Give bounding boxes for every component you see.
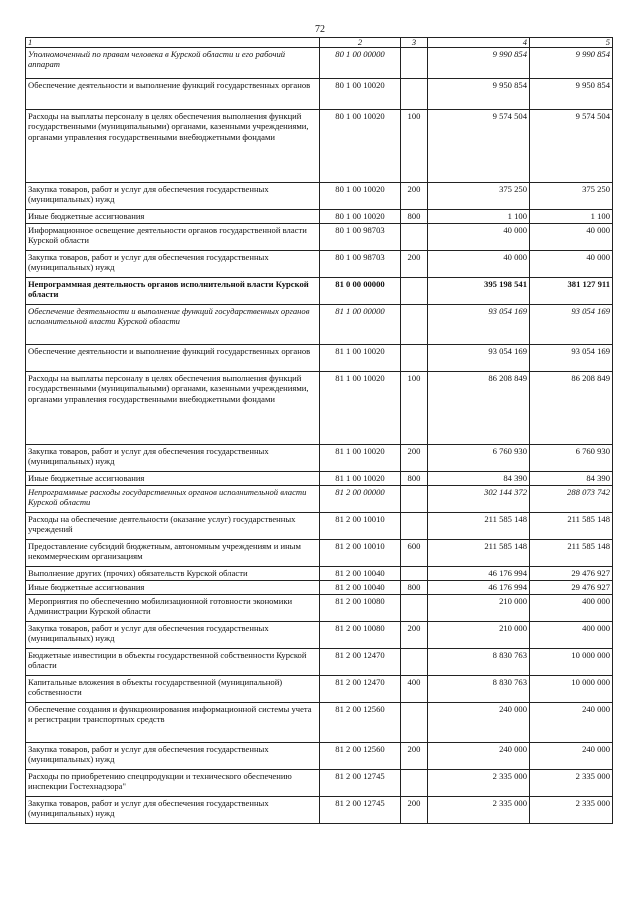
row-amount-2: 10 000 000 xyxy=(530,676,613,703)
row-code: 81 2 00 10010 xyxy=(320,513,401,540)
table-row xyxy=(26,770,613,797)
table-row xyxy=(26,210,613,224)
row-expense-type xyxy=(401,649,428,676)
row-amount-2: 375 250 xyxy=(530,183,613,210)
row-name: Выполнение других (прочих) обязательств Курской области xyxy=(26,567,320,581)
row-amount-2: 40 000 xyxy=(530,224,613,251)
row-code: 81 2 00 12470 xyxy=(320,649,401,676)
row-amount-1: 375 250 xyxy=(428,183,530,210)
row-name: Уполномоченный по правам человека в Курской области и его рабочий аппарат xyxy=(26,48,320,79)
table-row xyxy=(26,445,613,472)
row-amount-2: 400 000 xyxy=(530,595,613,622)
row-amount-1: 40 000 xyxy=(428,251,530,278)
row-amount-2: 2 335 000 xyxy=(530,770,613,797)
table-row xyxy=(26,224,613,251)
row-amount-1: 40 000 xyxy=(428,224,530,251)
row-code: 81 2 00 10080 xyxy=(320,622,401,649)
row-expense-type: 200 xyxy=(401,445,428,472)
table-row xyxy=(26,581,613,595)
row-code: 80 1 00 98703 xyxy=(320,224,401,251)
row-name: Расходы на выплаты персоналу в целях обеспечения выполнения функций государственными (муниципальными) органами, казенными учреждениями, органами управления государственными внебюджетными фондами xyxy=(26,110,320,183)
row-name: Капитальные вложения в объекты государственной (муниципальной) собственности xyxy=(26,676,320,703)
table-row xyxy=(26,676,613,703)
row-code: 81 2 00 00000 xyxy=(320,486,401,513)
row-expense-type: 800 xyxy=(401,210,428,224)
row-name: Непрограммные расходы государственных органов исполнительной власти Курской области xyxy=(26,486,320,513)
row-name: Предоставление субсидий бюджетным, автономным учреждениям и иным некоммерческим организациям xyxy=(26,540,320,567)
row-amount-1: 93 054 169 xyxy=(428,345,530,372)
row-amount-1: 9 990 854 xyxy=(428,48,530,79)
row-code: 80 1 00 10020 xyxy=(320,210,401,224)
table-row xyxy=(26,48,613,79)
row-name: Закупка товаров, работ и услуг для обеспечения государственных (муниципальных) нужд xyxy=(26,183,320,210)
row-code: 80 1 00 98703 xyxy=(320,251,401,278)
row-amount-1: 211 585 148 xyxy=(428,540,530,567)
row-amount-2: 211 585 148 xyxy=(530,513,613,540)
row-code: 80 1 00 10020 xyxy=(320,183,401,210)
table-row xyxy=(26,743,613,770)
row-expense-type: 200 xyxy=(401,743,428,770)
row-expense-type: 100 xyxy=(401,110,428,183)
column-header-code: 2 xyxy=(320,38,401,48)
row-expense-type xyxy=(401,595,428,622)
row-expense-type: 200 xyxy=(401,797,428,824)
row-amount-1: 9 574 504 xyxy=(428,110,530,183)
row-name: Закупка товаров, работ и услуг для обеспечения государственных (муниципальных) нужд xyxy=(26,445,320,472)
row-expense-type xyxy=(401,224,428,251)
row-name: Расходы на выплаты персоналу в целях обеспечения выполнения функций государственными (муниципальными) органами, казенными учреждениями, органами управления государственными внебюджетными фондами xyxy=(26,372,320,445)
row-name: Мероприятия по обеспечению мобилизационной готовности экономики Администрации Курской области xyxy=(26,595,320,622)
row-code: 81 2 00 10080 xyxy=(320,595,401,622)
row-amount-2: 211 585 148 xyxy=(530,540,613,567)
row-amount-1: 8 830 763 xyxy=(428,649,530,676)
row-amount-1: 1 100 xyxy=(428,210,530,224)
row-amount-2: 9 990 854 xyxy=(530,48,613,79)
row-expense-type: 800 xyxy=(401,472,428,486)
column-header-type: 3 xyxy=(401,38,428,48)
table-row xyxy=(26,110,613,183)
table-row xyxy=(26,486,613,513)
row-code: 81 2 00 10040 xyxy=(320,581,401,595)
column-header-amount-2: 5 xyxy=(530,38,613,48)
table-row xyxy=(26,305,613,345)
row-amount-1: 86 208 849 xyxy=(428,372,530,445)
row-expense-type xyxy=(401,513,428,540)
row-expense-type: 100 xyxy=(401,372,428,445)
budget-table xyxy=(25,37,613,824)
row-expense-type xyxy=(401,345,428,372)
row-name: Закупка товаров, работ и услуг для обеспечения государственных (муниципальных) нужд xyxy=(26,743,320,770)
row-name: Бюджетные инвестиции в объекты государственной собственности Курской области xyxy=(26,649,320,676)
row-amount-1: 84 390 xyxy=(428,472,530,486)
row-code: 81 2 00 12560 xyxy=(320,703,401,743)
row-code: 81 1 00 00000 xyxy=(320,305,401,345)
row-amount-1: 46 176 994 xyxy=(428,567,530,581)
table-row xyxy=(26,567,613,581)
table-row xyxy=(26,513,613,540)
row-expense-type: 800 xyxy=(401,581,428,595)
row-amount-2: 288 073 742 xyxy=(530,486,613,513)
row-expense-type xyxy=(401,770,428,797)
row-amount-2: 9 574 504 xyxy=(530,110,613,183)
row-amount-1: 302 144 372 xyxy=(428,486,530,513)
row-amount-1: 6 760 930 xyxy=(428,445,530,472)
row-amount-1: 211 585 148 xyxy=(428,513,530,540)
row-expense-type xyxy=(401,567,428,581)
row-expense-type xyxy=(401,703,428,743)
table-row xyxy=(26,703,613,743)
row-amount-2: 381 127 911 xyxy=(530,278,613,305)
row-name: Расходы по приобретению спецпродукции и технического обеспечению инспекции Гостехнадзора" xyxy=(26,770,320,797)
row-code: 81 2 00 12745 xyxy=(320,770,401,797)
row-code: 80 1 00 10020 xyxy=(320,110,401,183)
row-amount-2: 93 054 169 xyxy=(530,345,613,372)
row-amount-2: 2 335 000 xyxy=(530,797,613,824)
row-amount-1: 46 176 994 xyxy=(428,581,530,595)
row-name: Обеспечение деятельности и выполнение функций государственных органов xyxy=(26,345,320,372)
row-expense-type xyxy=(401,48,428,79)
table-body xyxy=(26,48,613,824)
row-amount-1: 9 950 854 xyxy=(428,79,530,110)
row-expense-type xyxy=(401,278,428,305)
row-amount-2: 9 950 854 xyxy=(530,79,613,110)
row-amount-2: 93 054 169 xyxy=(530,305,613,345)
row-amount-1: 210 000 xyxy=(428,622,530,649)
row-amount-2: 29 476 927 xyxy=(530,581,613,595)
row-amount-2: 6 760 930 xyxy=(530,445,613,472)
row-code: 81 2 00 10010 xyxy=(320,540,401,567)
row-code: 81 2 00 10040 xyxy=(320,567,401,581)
row-name: Закупка товаров, работ и услуг для обеспечения государственных (муниципальных) нужд xyxy=(26,622,320,649)
row-expense-type xyxy=(401,79,428,110)
table-row xyxy=(26,278,613,305)
table-row xyxy=(26,251,613,278)
row-amount-2: 29 476 927 xyxy=(530,567,613,581)
row-amount-1: 240 000 xyxy=(428,743,530,770)
row-amount-2: 84 390 xyxy=(530,472,613,486)
row-amount-1: 395 198 541 xyxy=(428,278,530,305)
table-row xyxy=(26,345,613,372)
row-amount-1: 210 000 xyxy=(428,595,530,622)
row-amount-2: 400 000 xyxy=(530,622,613,649)
table-row xyxy=(26,372,613,445)
row-amount-1: 2 335 000 xyxy=(428,770,530,797)
row-name: Иные бюджетные ассигнования xyxy=(26,581,320,595)
row-amount-2: 240 000 xyxy=(530,743,613,770)
row-amount-2: 10 000 000 xyxy=(530,649,613,676)
row-amount-1: 93 054 169 xyxy=(428,305,530,345)
row-expense-type xyxy=(401,305,428,345)
row-expense-type: 200 xyxy=(401,183,428,210)
row-name: Иные бюджетные ассигнования xyxy=(26,472,320,486)
row-expense-type: 200 xyxy=(401,251,428,278)
row-code: 80 1 00 00000 xyxy=(320,48,401,79)
table-row xyxy=(26,79,613,110)
row-amount-2: 1 100 xyxy=(530,210,613,224)
row-amount-2: 86 208 849 xyxy=(530,372,613,445)
row-code: 80 1 00 10020 xyxy=(320,79,401,110)
table-row xyxy=(26,183,613,210)
table-row xyxy=(26,797,613,824)
row-code: 81 0 00 00000 xyxy=(320,278,401,305)
row-code: 81 2 00 12745 xyxy=(320,797,401,824)
row-expense-type: 600 xyxy=(401,540,428,567)
column-number-row xyxy=(26,38,613,48)
row-amount-2: 40 000 xyxy=(530,251,613,278)
row-name: Обеспечение создания и функционирования информационной системы учета и регистрации транспортных средств xyxy=(26,703,320,743)
row-amount-1: 2 335 000 xyxy=(428,797,530,824)
row-expense-type: 400 xyxy=(401,676,428,703)
row-expense-type: 200 xyxy=(401,622,428,649)
row-name: Непрограммная деятельность органов исполнительной власти Курской области xyxy=(26,278,320,305)
row-code: 81 1 00 10020 xyxy=(320,345,401,372)
row-code: 81 1 00 10020 xyxy=(320,372,401,445)
column-header-name: 1 xyxy=(26,38,320,48)
row-name: Обеспечение деятельности и выполнение функций государственных органов xyxy=(26,79,320,110)
row-amount-1: 240 000 xyxy=(428,703,530,743)
row-name: Закупка товаров, работ и услуг для обеспечения государственных (муниципальных) нужд xyxy=(26,797,320,824)
row-amount-1: 8 830 763 xyxy=(428,676,530,703)
row-expense-type xyxy=(401,486,428,513)
row-amount-2: 240 000 xyxy=(530,703,613,743)
row-code: 81 1 00 10020 xyxy=(320,445,401,472)
page-number: 72 xyxy=(315,24,325,35)
table-row xyxy=(26,622,613,649)
row-code: 81 1 00 10020 xyxy=(320,472,401,486)
table-row xyxy=(26,595,613,622)
table-row xyxy=(26,649,613,676)
row-name: Закупка товаров, работ и услуг для обеспечения государственных (муниципальных) нужд xyxy=(26,251,320,278)
table-row xyxy=(26,472,613,486)
row-name: Обеспечение деятельности и выполнение функций государственных органов исполнительной власти Курской области xyxy=(26,305,320,345)
row-code: 81 2 00 12560 xyxy=(320,743,401,770)
row-code: 81 2 00 12470 xyxy=(320,676,401,703)
row-name: Расходы на обеспечение деятельности (оказание услуг) государственных учреждений xyxy=(26,513,320,540)
row-name: Иные бюджетные ассигнования xyxy=(26,210,320,224)
table-row xyxy=(26,540,613,567)
column-header-amount-1: 4 xyxy=(428,38,530,48)
row-name: Информационное освещение деятельности органов государственной власти Курской области xyxy=(26,224,320,251)
